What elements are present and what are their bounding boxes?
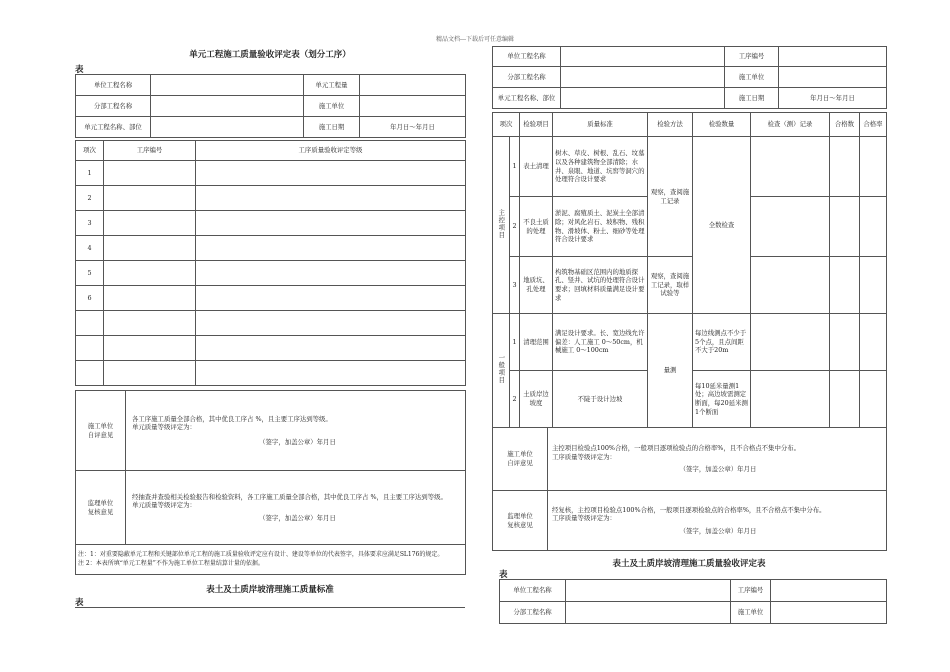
record-cell[interactable] [751,371,830,428]
passed-cell[interactable] [830,371,860,428]
row-number [76,311,104,336]
process-code-cell[interactable] [104,161,196,186]
record-cell[interactable] [751,137,830,197]
grade-cell[interactable] [196,236,466,261]
unit-project-name-label: 单位工程名称 [76,75,151,96]
method-observe-records: 观察，查阅施工记录 [648,137,693,257]
unit-project-name-value[interactable] [566,580,731,602]
general-item-standard: 满足设计要求。长、宽边线允许偏差：人工施工 0～50cm，机械施工 0～100cm [553,314,648,371]
unit-quantity-label: 单元工程量 [304,75,360,96]
process-code-cell[interactable] [104,361,196,386]
process-code-cell[interactable] [104,261,196,286]
main-item-standard: 树木、草皮、树根、乱石、坟墓以及各种建筑物全部清除；水井、泉眼、地道、坑窖等洞穴的处理符合设计要求 [553,137,648,197]
quantity-all: 全数检查 [693,137,751,314]
supervision-review-line2: 工序质量等级评定为： [552,514,616,523]
grade-cell[interactable] [196,211,466,236]
passed-cell[interactable] [830,197,860,257]
sub-project-name-value[interactable] [566,602,731,624]
process-code-cell[interactable] [104,211,196,236]
supervision-review-signature[interactable]: （签字，加盖公章）年月日 [679,526,757,535]
col-item-header: 项次 [493,113,520,137]
unit-name-location-label: 单元工程名称、部位 [76,117,151,138]
record-cell[interactable] [751,197,830,257]
rate-cell[interactable] [860,257,887,314]
construction-date-label: 施工日期 [304,117,360,138]
general-item-standard: 不陡于设计边坡 [553,371,648,428]
main-item-name: 地质坑、孔处理 [520,257,553,314]
process-code-cell[interactable] [104,186,196,211]
right-bottom-suffix: 表 [499,570,508,580]
note-1: 注：1：对重要隐蔽单元工程和关键部位单元工程的施工质量验收评定应有设计、建设等单位的代表签字，具体要求应满足SL176的规定。 [78,551,444,559]
construction-eval-line1: 各工序施工质量全部合格，其中优良工序占 %，且主要工序达到等级。 [132,414,332,423]
general-item-name: 土质岸边坡度 [520,371,553,428]
unit-project-name-value[interactable] [151,75,304,96]
rate-cell[interactable] [860,137,887,197]
left-bottom-title: 表土及土质岸坡清理施工质量标准 [206,585,334,595]
construction-eval-line2: 单元质量等级评定为： [132,423,196,432]
col-grade-header: 工序质量验收评定等级 [196,141,466,161]
page-header: 精品文档---下载后可任意编辑 [435,36,515,43]
grade-cell[interactable] [196,336,466,361]
construction-date-label: 施工日期 [725,88,779,109]
process-code-cell[interactable] [104,311,196,336]
method-observe-sample: 观察，查阅施工记录，取样试验等 [648,257,693,314]
supervision-review-label: 监理单位 复核意见 [493,491,548,551]
unit-name-location-label: 单元工程名称、部位 [493,88,561,109]
unit-project-name-label: 单位工程名称 [500,580,566,602]
passed-cell[interactable] [830,314,860,371]
construction-unit-value[interactable] [360,96,466,117]
grade-cell[interactable] [196,161,466,186]
general-item-name: 清理范围 [520,314,553,371]
construction-eval-line2: 工序质量等级评定为： [552,452,616,461]
construction-unit-label: 施工单位 [725,67,779,88]
unit-name-location-value[interactable] [561,88,725,109]
grade-cell[interactable] [196,186,466,211]
left-title-suffix: 表 [75,65,84,75]
record-cell[interactable] [751,314,830,371]
left-opinion-table [75,390,466,575]
main-item-name: 不良土质的处理 [520,197,553,257]
main-item-no: 1 [510,137,520,197]
right-opinion-table [492,427,887,551]
construction-eval-signature[interactable]: （签字，加盖公章）年月日 [259,437,336,446]
passed-cell[interactable] [830,257,860,314]
construction-unit-label: 施工单位 [731,602,771,624]
unit-project-name-value[interactable] [561,47,725,67]
construction-date-value[interactable]: 年月日～年月日 [360,117,466,138]
unit-name-location-value[interactable] [151,117,304,138]
supervision-review-line1: 经抽查并查验相关检验报告和检验资料，各工序施工质量全部合格，其中优良工序占 %，且主要工序达到等级。 [132,492,447,501]
general-item-quantity: 每10延米量测1处；高边坡需测定断面，每20延米测1个断面 [693,371,751,428]
grade-cell[interactable] [196,286,466,311]
construction-unit-value[interactable] [771,602,887,624]
col-quantity-header: 检验数量 [693,113,751,137]
process-code-value[interactable] [771,580,887,602]
supervision-review-line2: 单元质量等级评定为： [132,501,196,510]
general-item-no: 2 [510,371,520,428]
process-code-cell[interactable] [104,286,196,311]
note-2: 注 2：本表所填“单元工程量”不作为施工单位工程量结算计量的依据。 [78,559,264,567]
construction-eval-signature[interactable]: （签字，加盖公章）年月日 [679,465,757,474]
construction-unit-value[interactable] [779,67,887,88]
construction-eval-line1: 主控项目检验点100%合格，一般项目逐项检验点的合格率%，且不合格点不集中分布。 [552,444,801,453]
right-info-table [492,46,887,109]
col-method-header: 检验方法 [648,113,693,137]
row-number: 3 [76,211,104,236]
row-number: 2 [76,186,104,211]
sub-project-name-label: 分部工程名称 [493,67,561,88]
sub-project-name-value[interactable] [151,96,304,117]
col-process-code-header: 工序编号 [104,141,196,161]
process-code-label: 工序编号 [725,47,779,67]
left-title: 单元工程施工质量验收评定表（划分工序） [189,50,351,60]
process-code-value[interactable] [779,47,887,67]
process-code-cell[interactable] [104,336,196,361]
construction-self-eval-label: 施工单位 自评意见 [76,391,126,471]
supervision-review-line1: 经复核，主控项目检验点100%合格，一般项目逐项检验点的合格率%，且不合格点不集中分布。 [552,505,826,514]
row-number: 5 [76,261,104,286]
row-number: 4 [76,236,104,261]
row-number [76,361,104,386]
row-number [76,336,104,361]
record-cell[interactable] [751,257,830,314]
col-check-item-header: 检验项目 [520,113,553,137]
general-item-no: 1 [510,314,520,371]
passed-cell[interactable] [830,137,860,197]
sub-project-name-label: 分部工程名称 [500,602,566,624]
left-bottom-suffix: 表 [75,598,84,608]
row-number: 1 [76,161,104,186]
main-item-name: 表土清理 [520,137,553,197]
row-number: 6 [76,286,104,311]
construction-unit-label: 施工单位 [304,96,360,117]
supervision-review-label: 监理单位 复核意见 [76,471,126,545]
rate-cell[interactable] [860,197,887,257]
main-item-no: 2 [510,197,520,257]
col-rate-header: 合格率 [860,113,887,137]
process-code-label: 工序编号 [731,580,771,602]
sub-project-name-label: 分部工程名称 [76,96,151,117]
supervision-review-signature[interactable]: （签字，加盖公章）年月日 [259,513,336,522]
right-bottom-info-table [499,579,887,624]
col-standard-header: 质量标准 [553,113,648,137]
construction-self-eval-label: 施工单位 自评意见 [493,428,548,491]
col-passed-header: 合格数 [830,113,860,137]
left-info-table [75,74,466,138]
col-record-header: 检查（测）记录 [751,113,830,137]
grade-cell[interactable] [196,261,466,286]
sub-project-name-value[interactable] [561,67,725,88]
construction-date-value[interactable]: 年月日～年月日 [779,88,887,109]
process-code-cell[interactable] [104,236,196,261]
main-control-label: 主控项目 [497,208,506,239]
unit-quantity-value[interactable] [360,75,466,96]
main-item-standard: 淤泥、腐殖质土、泥炭土全部清除；对风化岩石、坡积物、残积物、滑坡体、粉土、细砂等处理符合设计要求 [553,197,648,257]
col-item-header: 项次 [76,141,104,161]
method-measure: 量测 [648,314,693,428]
left-process-table [75,140,466,386]
grade-cell[interactable] [196,311,466,336]
rate-cell[interactable] [860,371,887,428]
unit-project-name-label: 单位工程名称 [493,47,561,67]
right-bottom-title: 表土及土质岸坡清理施工质量验收评定表 [612,559,766,569]
main-item-no: 3 [510,257,520,314]
general-item-label: 一般项目 [497,354,506,384]
rate-cell[interactable] [860,314,887,371]
general-item-quantity: 每边线测点不少于5个点，且点间距不大于20m [693,314,751,371]
grade-cell[interactable] [196,361,466,386]
divider [75,607,465,608]
right-inspection-table [492,112,887,428]
main-item-standard: 构筑物基础区范围内的地质探孔、竖井、试坑的处理符合设计要求；回填材料质量满足设计要求 [553,257,648,314]
